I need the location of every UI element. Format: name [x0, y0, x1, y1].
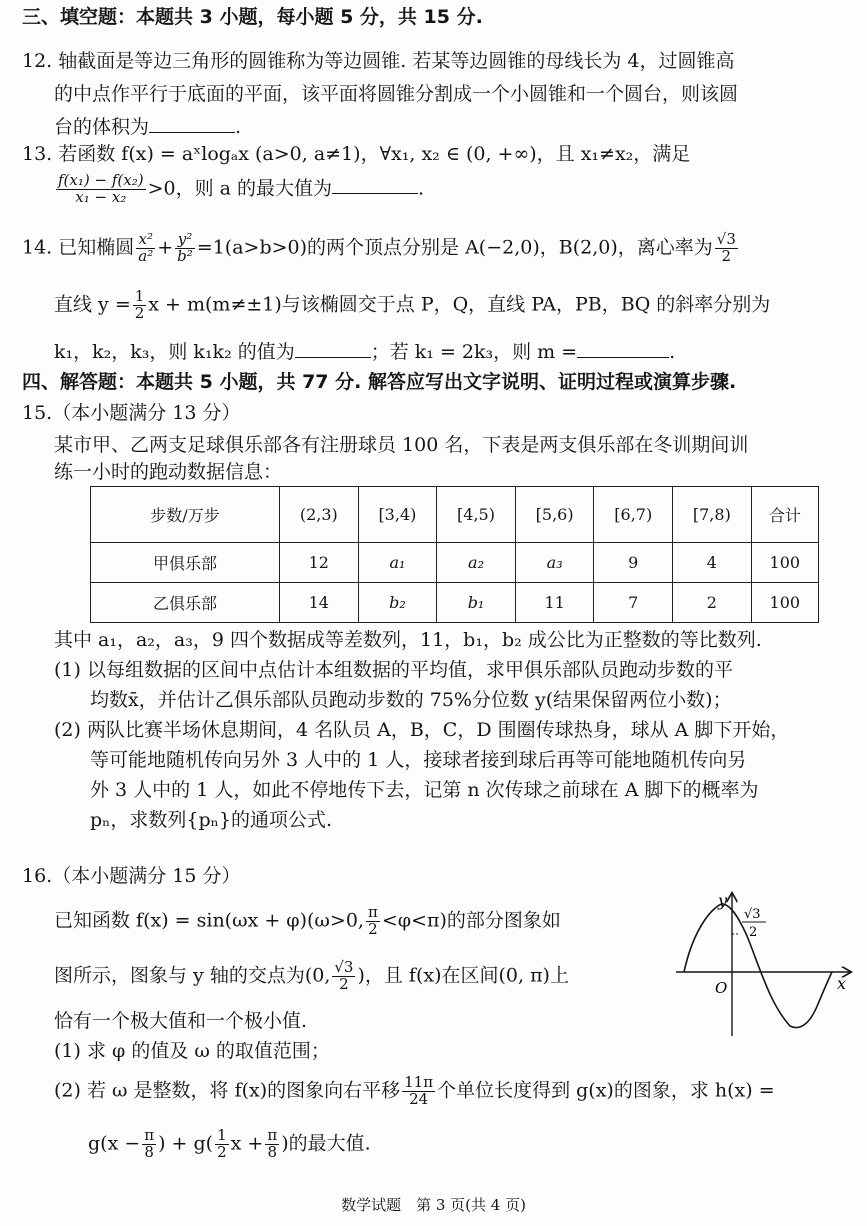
x-label: x: [837, 974, 847, 993]
q14-text-d: x + m(m≠±1)与该椭圆交于点 P，Q，直线 PA，PB，BQ 的斜率分别为: [148, 293, 771, 316]
frac-num: √3: [716, 230, 736, 248]
q15-part-2-line-4: pₙ，求数列{pₙ}的通项公式.: [90, 809, 332, 831]
q16-text-g: g(x −: [88, 1132, 141, 1155]
q14-text-b: =1(a>b>0)的两个顶点分别是 A(−2,0)，B(2,0)，离心率为: [196, 236, 713, 259]
q16-text-i: x +: [230, 1132, 264, 1155]
table-cell: 100: [751, 583, 818, 623]
q15-part-2-line-3: 外 3 人中的 1 人，如此不停地传下去，记第 n 次传球之前球在 A 脚下的概率为: [90, 779, 759, 801]
table-header-cell: (2,3): [280, 487, 359, 543]
frac-den: 2: [217, 1142, 227, 1161]
table-header-cell: 步数/万步: [91, 487, 280, 543]
table-row: [91, 543, 819, 583]
table-cell: a₁: [358, 543, 437, 583]
q15-title: 15.（本小题满分 13 分）: [22, 402, 241, 424]
q16-text-j: )的最大值.: [281, 1132, 371, 1155]
sine-curve: [684, 904, 832, 1028]
q14-frac-half: [133, 289, 147, 322]
table-row: [91, 583, 819, 623]
frac-den: 8: [267, 1142, 278, 1161]
frac-num: π: [267, 1126, 278, 1144]
q16-part-1: (1) 求 φ 的值及 ω 的取值范围；: [54, 1040, 330, 1062]
table-header-cell: [5,6): [515, 487, 594, 543]
q16-text-f: 个单位长度得到 g(x)的图象，求 h(x) =: [437, 1079, 775, 1102]
table-header-cell: [4,5): [437, 487, 516, 543]
frac-num: π: [367, 903, 378, 921]
table-cell: 12: [280, 543, 359, 583]
frac-den: 2: [721, 246, 732, 265]
q16-frac-half: [215, 1128, 229, 1161]
q13-frac-num: f(x₁) − f(x₂): [58, 171, 144, 189]
q14-answer-blank-2[interactable]: [577, 343, 669, 358]
table-cell: 14: [280, 583, 359, 623]
q14-text-c: 直线 y =: [54, 293, 131, 316]
table-cell: b₁: [437, 583, 516, 623]
q15-part-1-line-2: 均数x̄，并估计乙俱乐部队员跑动步数的 75%分位数 y(结果保留两位小数)；: [90, 689, 732, 711]
q14-line-1: 14. 已知椭圆 $\frac{\text{x²}}{\text{a²}}$ + $\frac{\text{y²}}{\text{b²}}$ =1(a>b>0)的两个顶点分别是 A(−2,0)，B(2,0)，离心率为 $\frac{√3}{2}$: [22, 230, 736, 265]
q16-part-2-line-2: [88, 1128, 371, 1161]
q12-answer-blank[interactable]: [149, 118, 235, 133]
q16-line-1: [54, 905, 561, 938]
frac-den: 24: [409, 1089, 429, 1108]
frac-num: 1: [217, 1126, 227, 1144]
q13-period: .: [417, 177, 425, 200]
table-cell: 2: [673, 583, 752, 623]
table-cell: a₂: [437, 543, 516, 583]
q13-line-2: [54, 173, 424, 206]
q13-fraction: [56, 173, 146, 206]
q12-line-2: 的中点作平行于底面的平面，该平面将圆锥分割成一个小圆锥和一个圆台，则该圆: [54, 83, 739, 105]
table-cell: b₂: [358, 583, 437, 623]
q14-text-f: ；若 k₁ = 2k₃，则 m =: [370, 341, 578, 363]
q13-answer-blank[interactable]: [332, 179, 418, 194]
q12-line-3-text: 台的体积为: [54, 116, 150, 138]
table-cell: 7: [594, 583, 673, 623]
frac-num: 11π: [404, 1073, 434, 1091]
q15-note: 其中 a₁，a₂，a₃，9 四个数据成等差数列，11，b₁，b₂ 成公比为正整数的等比数列.: [54, 629, 762, 651]
table-cell: a₃: [515, 543, 594, 583]
q15-part-1-line-1: (1) 以每组数据的区间中点估计本组数据的平均值，求甲俱乐部队员跑动步数的平: [54, 659, 733, 681]
q14-answer-blank-1[interactable]: [295, 343, 371, 358]
table-cell: 乙俱乐部: [91, 583, 280, 623]
table-header-cell: [3,4): [358, 487, 437, 543]
section-3-header: 三、填空题：本题共 3 小题，每小题 5 分，共 15 分.: [22, 6, 483, 28]
q14-line-3: [54, 341, 675, 364]
q16-text-h: ) + g(: [158, 1132, 214, 1155]
q12-period: .: [235, 116, 242, 138]
table-cell: 100: [751, 543, 818, 583]
frac-num: y²: [175, 232, 195, 249]
q16-title: 16.（本小题满分 15 分）: [22, 865, 241, 887]
table-header-cell: [7,8): [673, 487, 752, 543]
q15-data-table: [90, 486, 819, 623]
q16-text-b: <φ<π)的部分图象如: [381, 909, 561, 932]
q16-frac-sqrt3-2: [332, 960, 355, 993]
page-footer: 数学试题 第 3 页(共 4 页): [341, 1196, 526, 1214]
frac-num: 1: [134, 287, 145, 305]
table-cell: 11: [515, 583, 594, 623]
q16-sine-graph: [672, 886, 857, 1046]
q15-part-2-line-2: 等可能地随机传向另外 3 人中的 1 人，接球者接到球后再等可能地随机传向另: [90, 749, 747, 771]
q14-frac-ecc: [715, 232, 738, 265]
q16-part-2-line-1: [54, 1075, 775, 1108]
q16-text-d: )，且 f(x)在区间(0, π)上: [357, 964, 569, 987]
q14-frac-x2a2: [136, 232, 155, 265]
origin-label: O: [715, 979, 728, 997]
q16-frac-shift: [402, 1075, 435, 1108]
frac-num: x²: [136, 232, 155, 249]
table-header-cell: 合计: [751, 487, 818, 543]
q14-frac-y2b2: [175, 232, 195, 265]
q12-line-3: [54, 116, 241, 139]
q14-line-2: [54, 289, 770, 322]
table-cell: 甲俱乐部: [91, 543, 280, 583]
q15-intro-1: 某市甲、乙两支足球俱乐部各有注册球员 100 名，下表是两支俱乐部在冬训期间训: [54, 434, 749, 456]
q14-text-e: k₁，k₂，k₃，则 k₁k₂ 的值为: [54, 341, 295, 363]
q13-line-2-text: >0，则 a 的最大值为: [147, 177, 332, 200]
q13-frac-den: x₁ − x₂: [75, 187, 127, 206]
table-cell: 9: [594, 543, 673, 583]
frac-num: √3: [334, 958, 354, 976]
q16-frac-pi-2: [366, 905, 380, 938]
frac-den: 8: [144, 1142, 154, 1161]
q15-part-2-line-1: (2) 两队比赛半场休息期间，4 名队员 A，B，C，D 围圈传球热身，球从 A 脚下开始，: [54, 719, 790, 741]
table-header-row: [91, 487, 819, 543]
sqrt3-label: √3: [744, 907, 761, 922]
q16-frac-pi-8a: [142, 1128, 156, 1161]
q15-intro-2: 练一小时的跑动数据信息：: [54, 461, 283, 483]
frac-den: 2: [339, 974, 349, 993]
q14-period: .: [669, 341, 676, 363]
table-header-cell: [6,7): [594, 487, 673, 543]
q16-line-3: 恰有一个极大值和一个极小值.: [54, 1010, 308, 1032]
frac-den: b²: [177, 246, 193, 265]
frac-den: 2: [368, 919, 378, 938]
q16-text-e: (2) 若 ω 是整数，将 f(x)的图象向右平移: [54, 1079, 401, 1102]
frac-num: π: [144, 1126, 155, 1144]
q13-line-1: 13. 若函数 f(x) = aˣlogₐx (a>0, a≠1)，∀x₁, x₂ ∈ (0, +∞)，且 x₁≠x₂，满足: [22, 143, 691, 165]
frac-den: a²: [138, 246, 154, 265]
q16-frac-pi-8b: [265, 1128, 279, 1161]
frac-den: 2: [134, 303, 145, 322]
y-label: y: [718, 891, 728, 910]
q16-line-2: [54, 960, 569, 993]
two-label: 2: [749, 925, 758, 940]
q14-text-a: 14. 已知椭圆: [22, 236, 135, 259]
q16-text-a: 已知函数 f(x) = sin(ωx + φ)(ω>0,: [54, 909, 364, 932]
section-4-header: 四、解答题：本题共 5 小题，共 77 分. 解答应写出文字说明、证明过程或演算步骤.: [22, 371, 737, 393]
q12-line-1: 12. 轴截面是等边三角形的圆锥称为等边圆锥. 若某等边圆锥的母线长为 4，过圆锥高: [22, 50, 735, 72]
q16-text-c: 图所示，图象与 y 轴的交点为(0,: [54, 964, 331, 987]
table-cell: 4: [673, 543, 752, 583]
